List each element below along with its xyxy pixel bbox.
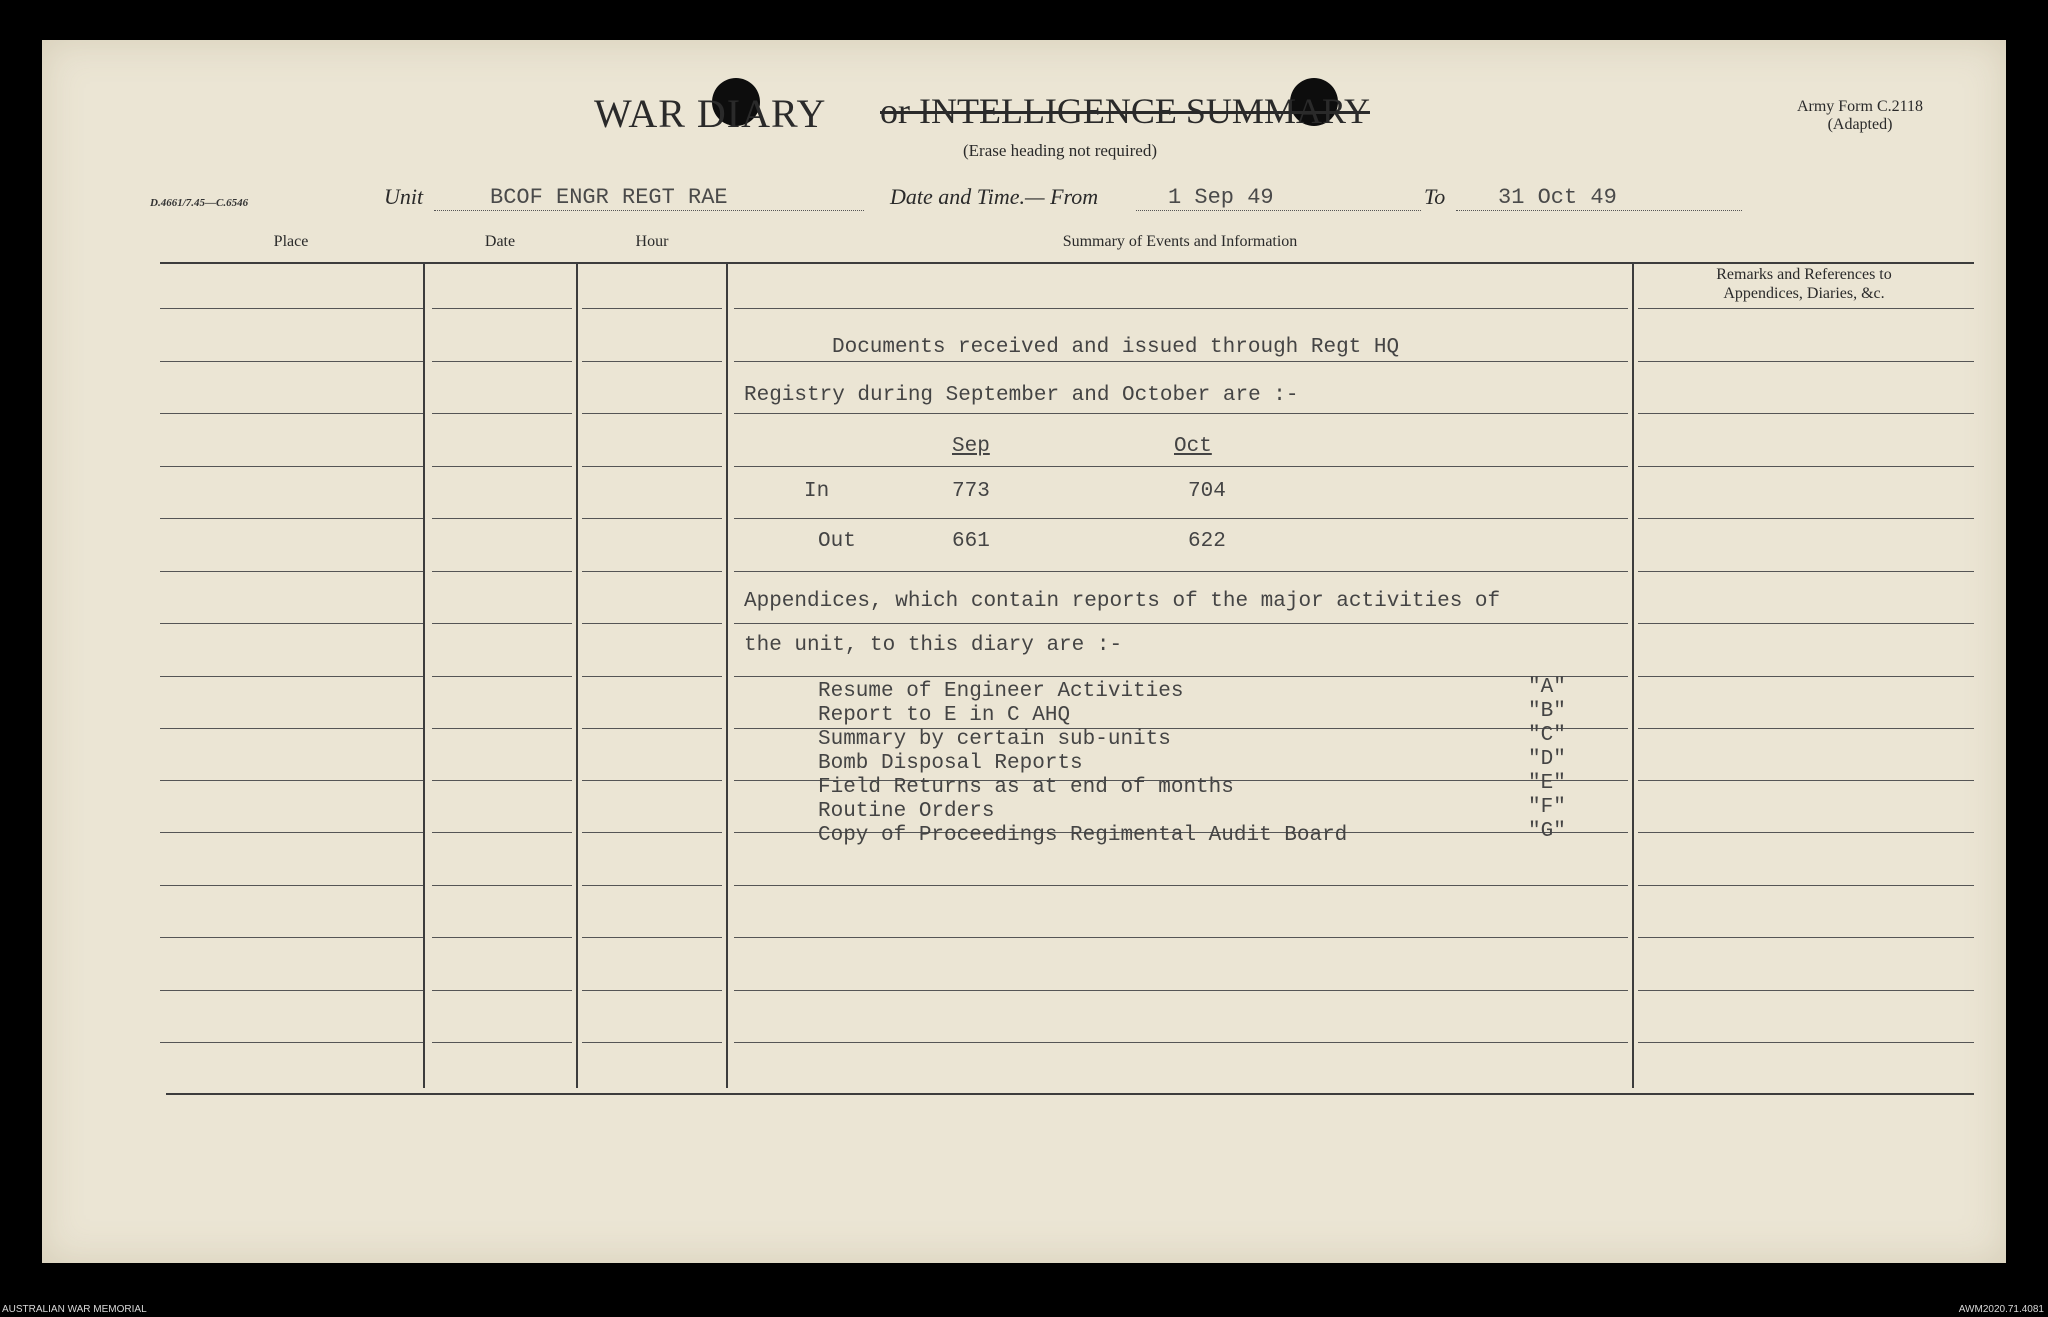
registry-row-out-sep: 661 [952,530,990,553]
table-row-line [160,676,423,677]
table-row-line [1638,676,1974,677]
table-row-line [432,623,572,624]
registry-col-oct: Oct [1174,435,1212,458]
table-row-line [582,466,722,467]
table-row-line [582,1042,722,1043]
table-row-line [582,308,722,309]
table-row-line [1638,466,1974,467]
table-row-line [432,937,572,938]
table-row-line [160,466,423,467]
col-header-summary: Summary of Events and Information [1062,233,1298,250]
table-row-line [734,518,1628,519]
table-row-line [582,728,722,729]
table-row-line [1638,990,1974,991]
table-row-line [1638,623,1974,624]
table-row-line [734,413,1628,414]
col-header-remarks-line1: Remarks and References to [1716,266,1892,283]
table-row-line [160,885,423,886]
registry-row-in-sep: 773 [952,480,990,503]
table-row-line [432,413,572,414]
table-row-line [582,361,722,362]
appendix-ref: "F" [1528,796,1566,819]
col-header-remarks [1634,265,1974,303]
date-time-label: Date and Time.— From [890,184,1099,209]
table-row-line [734,990,1628,991]
appendix-title: Resume of Engineer Activities [818,680,1184,703]
table-row-line [734,937,1628,938]
table-row-line [734,466,1628,467]
table-row-line [160,990,423,991]
appendix-ref: "D" [1528,748,1566,771]
appendix-title: Report to E in C AHQ [818,704,1071,727]
appendix-ref: "B" [1528,700,1566,723]
table-row-line [734,623,1628,624]
form-title-note: (Erase heading not required) [963,141,1157,160]
col-divider-2 [576,264,578,1088]
col-header-place: Place [273,233,309,250]
footer-accession: AWM2020.71.4081 [1958,1304,2044,1315]
col-header-hour: Hour [635,233,669,250]
summary-line-4: the unit, to this diary are :- [744,634,1123,657]
table-row-line [1638,885,1974,886]
table-row-line [582,518,722,519]
table-row-line [1638,361,1974,362]
table-row-line [160,518,423,519]
table-row-line [160,1042,423,1043]
table-row-line [432,990,572,991]
from-value: 1 Sep 49 [1136,185,1421,211]
table-row-line [1638,413,1974,414]
table-row-line [1638,571,1974,572]
table-row-line [1638,518,1974,519]
to-label: To [1424,184,1446,209]
table-row-line [582,990,722,991]
table-row-line [432,518,572,519]
table-row-line [432,571,572,572]
registry-row-in-oct: 704 [1188,480,1226,503]
table-row-line [160,361,423,362]
table-row-line [432,1042,572,1043]
table-row-line [432,466,572,467]
table-row-line [734,308,1628,309]
summary-line-3: Appendices, which contain reports of the major activities of [744,590,1501,613]
table-row-line [432,361,572,362]
table-row-line [432,780,572,781]
registry-row-out-label: Out [818,530,856,553]
table-row-line [432,832,572,833]
table-row-line [1638,308,1974,309]
table-row-line [1638,780,1974,781]
army-form-label: Army Form C.2118 [1796,98,1924,115]
table-row-line [1638,728,1974,729]
appendix-ref: "G" [1528,820,1566,843]
col-divider-3 [726,264,728,1088]
table-row-line [734,885,1628,886]
form-title-struck: or INTELLIGENCE SUMMARY [880,91,1370,131]
table-row-line [582,676,722,677]
table-row-line [582,571,722,572]
col-header-remarks-line2: Appendices, Diaries, &c. [1723,285,1885,302]
appendix-ref: "E" [1528,772,1566,795]
table-row-line [432,728,572,729]
registry-col-sep: Sep [952,435,990,458]
table-row-line [160,413,423,414]
col-header-date: Date [484,233,516,250]
summary-line-1: Documents received and issued through Regt HQ [832,336,1400,359]
table-row-line [160,308,423,309]
form-title: WAR DIARY [594,91,827,136]
table-row-line [582,623,722,624]
appendix-title: Copy of Proceedings Regimental Audit Board [818,824,1348,847]
unit-label: Unit [384,184,424,209]
appendix-title: Summary by certain sub-units [818,728,1171,751]
to-value: 31 Oct 49 [1456,185,1742,211]
registry-row-out-oct: 622 [1188,530,1226,553]
appendix-title: Field Returns as at end of months [818,776,1234,799]
appendix-ref: "C" [1528,724,1566,747]
table-row-line [582,780,722,781]
table-row-line [1638,832,1974,833]
table-row-line [582,832,722,833]
table-row-line [160,780,423,781]
table-row-line [582,885,722,886]
col-divider-4 [1632,264,1634,1088]
table-row-line [160,728,423,729]
appendix-title: Routine Orders [818,800,995,823]
appendix-title: Bomb Disposal Reports [818,752,1083,775]
table-row-line [160,937,423,938]
army-form-number [1740,98,1980,134]
appendix-ref: "A" [1528,676,1566,699]
col-divider-1 [423,264,425,1088]
form-code: D.4661/7.45—C.6546 [150,197,249,209]
table-row-line [432,308,572,309]
registry-row-in-label: In [804,480,830,503]
table-row-line [160,832,423,833]
army-form-sub: (Adapted) [1827,116,1893,133]
table-row-line [432,676,572,677]
table-top-rule [160,262,1974,264]
summary-line-2: Registry during September and October are :- [744,384,1299,407]
table-row-line [160,571,423,572]
table-row-line [734,1042,1628,1043]
unit-value: BCOF ENGR REGT RAE [434,185,864,211]
table-row-line [734,361,1628,362]
table-row-line [734,571,1628,572]
table-row-line [432,885,572,886]
table-row-line [1638,937,1974,938]
table-row-line [1638,1042,1974,1043]
table-row-line [582,413,722,414]
table-row-line [160,623,423,624]
table-bottom-rule [166,1093,1974,1095]
table-row-line [582,937,722,938]
table-row-line [734,676,1628,677]
footer-credit: AUSTRALIAN WAR MEMORIAL [2,1304,147,1315]
